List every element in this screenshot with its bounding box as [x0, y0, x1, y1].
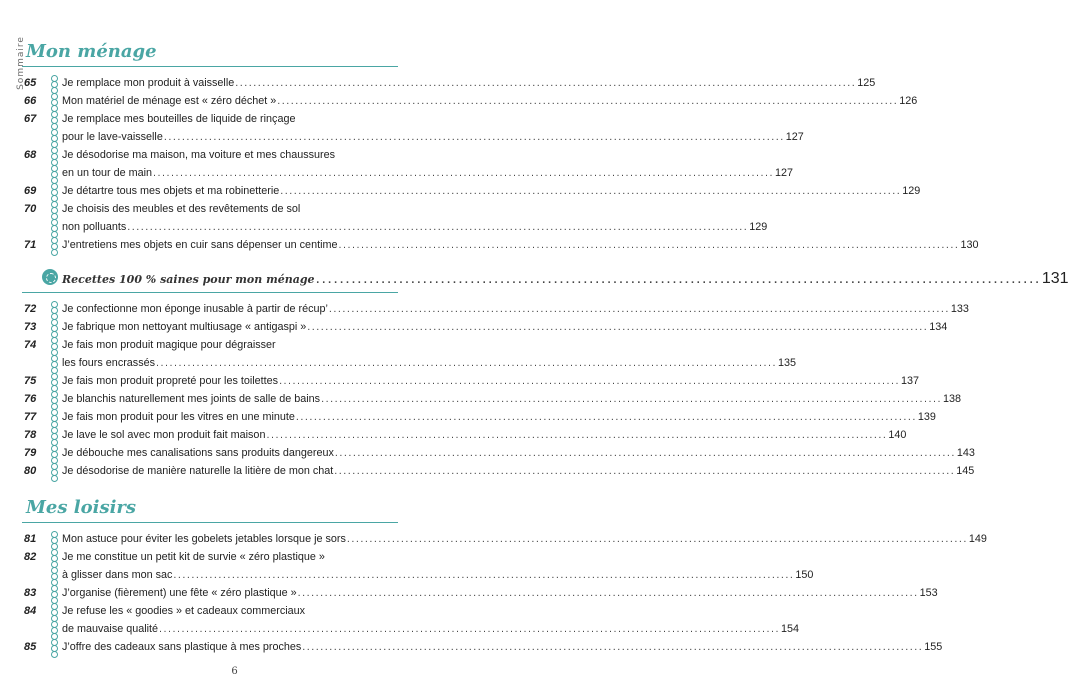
entry-number: 78 — [24, 429, 37, 441]
entry-number: 73 — [24, 321, 37, 333]
entry-text: Je détartre tous mes objets et ma robinetterie — [62, 185, 280, 197]
leader-dots: .......................................................................................................................................... — [321, 393, 943, 405]
entry-text: Je confectionne mon éponge inusable à partir de récup’ — [62, 303, 328, 315]
entry-number: 75 — [24, 375, 37, 387]
leader-dots: .......................................................................................................................................... — [334, 465, 956, 477]
entry-text: pour le lave-vaisselle — [62, 131, 163, 143]
leader-dots: .......................................................................................................................................... — [280, 185, 902, 197]
leader-dots: .......................................................................................................................................... — [338, 239, 960, 251]
entry-text: J’organise (fièrement) une fête « zéro plastique » — [62, 587, 297, 599]
leader-dots: .......................................................................................................................................... — [173, 569, 795, 581]
entry-number: 79 — [24, 447, 37, 459]
entry-text: Je fais mon produit magique pour dégraisser — [62, 339, 276, 351]
leader-dots: .......................................................................................................................................... — [346, 533, 968, 545]
toc-list — [22, 74, 979, 254]
entry-page: 138 — [943, 393, 962, 405]
leader-dots: .......................................................................................................................................... — [328, 303, 950, 315]
entry-text: Je fais mon produit pour les vitres en une minute — [62, 411, 295, 423]
leader-dots: .......................................................................................................................... — [315, 270, 1041, 287]
entry-text: J’entretiens mes objets en cuir sans dépenser un centime — [62, 239, 338, 251]
entry-page: 133 — [950, 303, 969, 315]
toc-entry-line[interactable] — [22, 408, 936, 426]
entry-text: Je débouche mes canalisations sans produits dangereux — [62, 447, 334, 459]
entry-number: 83 — [24, 587, 37, 599]
leader-dots: .......................................................................................................................................... — [156, 357, 777, 369]
entry-text: Je refuse les « goodies » et cadeaux commerciaux — [62, 605, 306, 617]
entry-page: 140 — [888, 429, 907, 441]
entry-number: 85 — [24, 641, 37, 653]
entry-page: 145 — [956, 465, 975, 477]
leader-dots: .......................................................................................................................................... — [334, 447, 956, 459]
toc-entry-line[interactable] — [22, 336, 398, 354]
entry-page: 134 — [929, 321, 948, 333]
entry-text: les fours encrassés — [62, 357, 156, 369]
entry-page: 129 — [902, 185, 921, 197]
entry-number: 81 — [24, 533, 37, 545]
toc-entry-line[interactable] — [22, 236, 979, 254]
section-title: Mon ménage — [22, 40, 398, 67]
entry-text: Je fais mon produit propreté pour les toilettes — [62, 375, 279, 387]
entry-number: 70 — [24, 203, 37, 215]
recipe-page: 131 — [1041, 270, 1069, 287]
entry-number: 74 — [24, 339, 37, 351]
entry-text: Je choisis des meubles et des revêtements de sol — [62, 203, 301, 215]
toc-entry-line[interactable] — [22, 74, 876, 92]
toc-entry-line[interactable] — [22, 200, 398, 218]
entry-text: en un tour de main — [62, 167, 153, 179]
toc-entry-line[interactable] — [22, 620, 800, 638]
toc-entry-line[interactable] — [22, 146, 398, 164]
entry-page: 129 — [749, 221, 768, 233]
leader-dots: .......................................................................................................................................... — [307, 321, 929, 333]
section-mon-menage — [22, 40, 1069, 480]
entry-text: Je remplace mes bouteilles de liquide de rinçage — [62, 113, 296, 125]
toc-entry-line[interactable] — [22, 372, 920, 390]
toc-entry-line[interactable] — [22, 110, 398, 128]
decorative-chain — [51, 300, 58, 480]
recipe-badge-icon — [42, 269, 58, 285]
entry-page: 139 — [917, 411, 936, 423]
entry-number: 84 — [24, 605, 37, 617]
entry-page: 150 — [795, 569, 814, 581]
toc-entry-line[interactable] — [22, 444, 975, 462]
leader-dots: .......................................................................................................................................... — [159, 623, 781, 635]
toc-entry-line[interactable] — [22, 92, 918, 110]
toc-entry-line[interactable] — [22, 584, 938, 602]
leader-dots: .......................................................................................................................................... — [295, 411, 917, 423]
entry-page: 126 — [899, 95, 918, 107]
entry-number: 80 — [24, 465, 37, 477]
entry-number: 67 — [24, 113, 37, 125]
toc-entry-line[interactable] — [22, 462, 975, 480]
entry-text: Mon matériel de ménage est « zéro déchet » — [62, 95, 277, 107]
entry-text: Je désodorise de manière naturelle la litière de mon chat — [62, 465, 334, 477]
toc-entry-line[interactable] — [22, 530, 987, 548]
entry-text: de mauvaise qualité — [62, 623, 159, 635]
toc-entry-line[interactable] — [22, 164, 794, 182]
entry-page: 137 — [901, 375, 920, 387]
toc-entry-line[interactable] — [22, 128, 804, 146]
entry-number: 71 — [24, 239, 37, 251]
leader-dots: .......................................................................................................................................... — [153, 167, 775, 179]
entry-number: 68 — [24, 149, 37, 161]
toc-entry-line[interactable] — [22, 318, 948, 336]
entry-number: 76 — [24, 393, 37, 405]
entry-page: 127 — [785, 131, 804, 143]
entry-text: Je lave le sol avec mon produit fait maison — [62, 429, 266, 441]
section-mes-loisirs — [22, 496, 987, 656]
toc-entry-line[interactable] — [22, 426, 907, 444]
leader-dots: .......................................................................................................................................... — [235, 77, 857, 89]
decorative-chain — [51, 530, 58, 656]
entry-page: 143 — [956, 447, 975, 459]
entry-page: 154 — [781, 623, 800, 635]
entry-text: à glisser dans mon sac — [62, 569, 173, 581]
toc-entry-line[interactable] — [22, 218, 768, 236]
toc-list-recipes — [22, 300, 975, 480]
section-title: Mes loisirs — [22, 496, 398, 523]
chain-link-icon — [51, 651, 58, 658]
entry-page: 127 — [775, 167, 794, 179]
entry-text: non polluants — [62, 221, 127, 233]
entry-page: 135 — [777, 357, 796, 369]
toc-entry-line[interactable] — [22, 548, 398, 566]
entry-number: 69 — [24, 185, 37, 197]
entry-text: Je remplace mon produit à vaisselle — [62, 77, 235, 89]
toc-entry-line[interactable] — [22, 300, 969, 318]
recipe-subsection-heading[interactable] — [22, 266, 1069, 293]
toc-entry-line[interactable] — [22, 182, 921, 200]
leader-dots: .......................................................................................................................................... — [302, 641, 924, 653]
entry-number: 82 — [24, 551, 37, 563]
entry-page: 130 — [960, 239, 979, 251]
decorative-chain — [51, 74, 58, 254]
toc-entry-line[interactable] — [22, 638, 943, 656]
leader-dots: .......................................................................................................................................... — [266, 429, 888, 441]
chain-link-icon — [51, 475, 58, 482]
entry-text: Je blanchis naturellement mes joints de salle de bains — [62, 393, 321, 405]
chain-link-icon — [51, 249, 58, 256]
toc-entry-line[interactable] — [22, 566, 814, 584]
entry-page: 155 — [924, 641, 943, 653]
entry-page: 153 — [919, 587, 938, 599]
entry-text: Je me constitue un petit kit de survie « zéro plastique » — [62, 551, 325, 563]
toc-entry-line[interactable] — [22, 602, 398, 620]
entry-page: 149 — [968, 533, 987, 545]
entry-page: 125 — [857, 77, 876, 89]
recipe-title: Recettes 100 % saines pour mon ménage — [62, 273, 315, 286]
side-label-sommaire: Sommaire — [15, 36, 26, 90]
leader-dots: .......................................................................................................................................... — [127, 221, 749, 233]
toc-entry-line[interactable] — [22, 390, 962, 408]
entry-text: Mon astuce pour éviter les gobelets jetables lorsque je sors — [62, 533, 346, 545]
entry-text: Je fabrique mon nettoyant multiusage « antigaspi » — [62, 321, 307, 333]
leader-dots: .......................................................................................................................................... — [297, 587, 919, 599]
toc-entry-line[interactable] — [22, 354, 796, 372]
leader-dots: .......................................................................................................................................... — [163, 131, 785, 143]
leader-dots: .......................................................................................................................................... — [277, 95, 899, 107]
entry-number: 72 — [24, 303, 37, 315]
page-number: 6 — [231, 666, 238, 677]
entry-number: 65 — [24, 77, 37, 89]
entry-number: 66 — [24, 95, 37, 107]
entry-text: J’offre des cadeaux sans plastique à mes proches — [62, 641, 302, 653]
leader-dots: .......................................................................................................................................... — [279, 375, 901, 387]
entry-number: 77 — [24, 411, 37, 423]
entry-text: Je désodorise ma maison, ma voiture et mes chaussures — [62, 149, 336, 161]
toc-list — [22, 530, 987, 656]
